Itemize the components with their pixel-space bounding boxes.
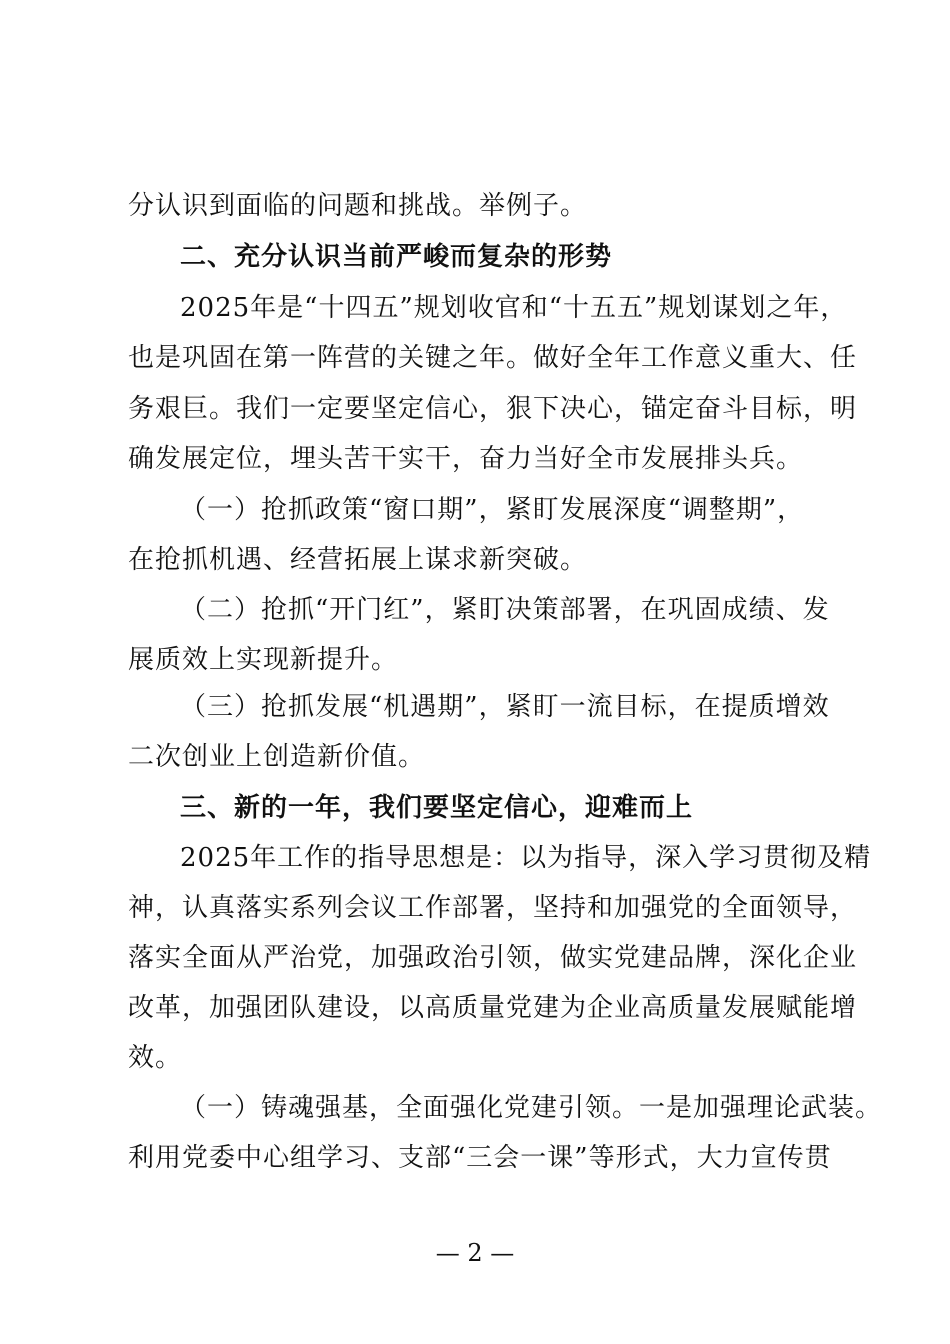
body-text-line: 效。: [128, 1043, 183, 1073]
section-heading-3: 三、新的一年，我们要坚定信心，迎难而上: [180, 793, 694, 823]
page-number: — 2 —: [435, 1239, 515, 1267]
body-text-line: 展质效上实现新提升。: [128, 645, 399, 675]
body-text-line: 利用党委中心组学习、支部“三会一课”等形式，大力宣传贯: [128, 1143, 832, 1173]
body-text-line: 二次创业上创造新价值。: [128, 742, 426, 772]
body-text-line: 确发展定位，埋头苦干实干，奋力当好全市发展排头兵。: [128, 444, 804, 474]
body-text-line: 2025年是“十四五”规划收官和“十五五”规划谋划之年，: [180, 293, 848, 323]
body-text-line: 神，认真落实系列会议工作部署，坚持和加强党的全面领导，: [128, 893, 858, 923]
body-text-line: 务艰巨。我们一定要坚定信心，狠下决心，锚定奋斗目标，明: [128, 394, 858, 424]
body-text-line: 改革，加强团队建设，以高质量党建为企业高质量发展赋能增: [128, 993, 858, 1023]
subsection-line: （二）抢抓“开门红”，紧盯决策部署，在巩固成绩、发: [180, 595, 830, 625]
body-text-line: 在抢抓机遇、经营拓展上谋求新突破。: [128, 545, 588, 575]
body-text-line: 分认识到面临的问题和挑战。举例子。: [128, 191, 588, 221]
body-text-line: 落实全面从严治党，加强政治引领，做实党建品牌，深化企业: [128, 943, 858, 973]
body-text-line: 也是巩固在第一阵营的关键之年。做好全年工作意义重大、任: [128, 343, 858, 373]
body-text-line: 2025年工作的指导思想是：以为指导，深入学习贯彻及精: [180, 843, 872, 873]
subsection-line: （三）抢抓发展“机遇期”，紧盯一流目标，在提质增效: [180, 692, 830, 722]
section-heading-2: 二、充分认识当前严峻而复杂的形势: [180, 242, 613, 272]
subsection-line: （一）抢抓政策“窗口期”，紧盯发展深度“调整期”，: [180, 495, 805, 525]
subsection-line: （一）铸魂强基，全面强化党建引领。一是加强理论武装。: [180, 1093, 883, 1123]
